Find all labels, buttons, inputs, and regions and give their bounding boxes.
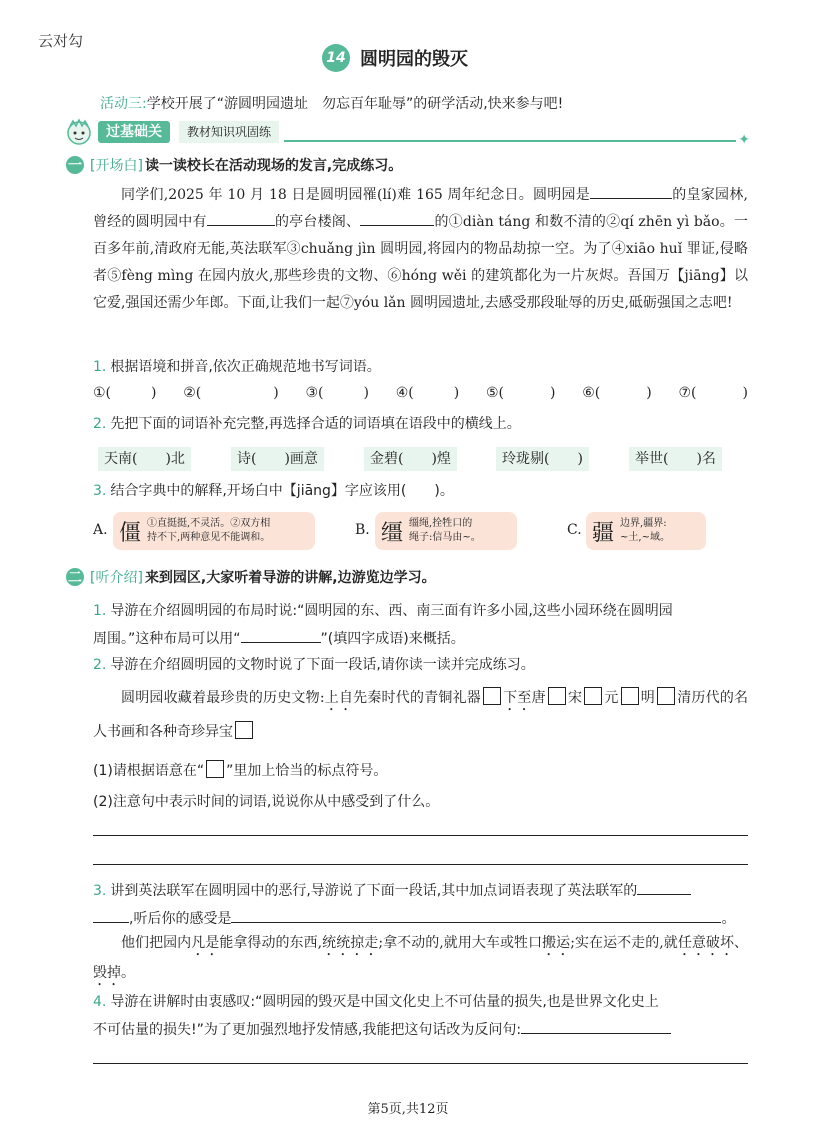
section2-heading bbox=[66, 567, 436, 587]
punct-box-example bbox=[206, 760, 224, 778]
banner-subtitle: 教材知识巩固练 bbox=[179, 121, 279, 143]
s2-question-3 bbox=[93, 877, 753, 933]
section1-heading bbox=[66, 155, 402, 175]
question-text: ,听后你的感受是 bbox=[129, 911, 232, 927]
section1-heading-text: 读一读校长在活动现场的发言,完成练习。 bbox=[144, 158, 403, 174]
s2-question-4 bbox=[93, 988, 753, 1044]
idiom-blank[interactable] bbox=[241, 642, 321, 643]
answer-slot-2[interactable]: ②( ) bbox=[183, 385, 279, 401]
s2-q2-sub1: (1)请根据语意在“ ”里加上恰当的标点符号。 bbox=[93, 760, 753, 781]
punct-box[interactable] bbox=[483, 687, 501, 705]
word-box-5[interactable]: 举世( )名 bbox=[629, 447, 722, 471]
option-a-label[interactable]: A. bbox=[93, 522, 108, 538]
passage-text: 同学们,2025 年 10 月 18 日是圆明园罹(lí)难 165 周年纪念日。圆明园是 bbox=[121, 187, 591, 203]
punct-box[interactable] bbox=[548, 687, 566, 705]
answer-blank[interactable] bbox=[93, 922, 129, 923]
answer-blank[interactable] bbox=[521, 1033, 671, 1034]
section2-number: 二 bbox=[68, 570, 82, 586]
passage-text: 的皇家园林,曾经的圆明园中有 bbox=[93, 187, 748, 230]
punct-box[interactable] bbox=[584, 687, 602, 705]
answer-slot-5[interactable]: ⑤( ) bbox=[486, 385, 556, 401]
activity-label: 活动三: bbox=[100, 96, 147, 112]
punct-box[interactable] bbox=[657, 687, 675, 705]
feeling-blank[interactable] bbox=[231, 922, 721, 923]
s2-question-2 bbox=[93, 655, 753, 675]
answer-blank[interactable] bbox=[637, 894, 691, 895]
answer-slot-4[interactable]: ④( ) bbox=[395, 385, 460, 401]
option-c-label[interactable]: C. bbox=[567, 522, 582, 538]
mascot-icon bbox=[64, 118, 94, 146]
question-text: 导游在介绍圆明园的布局时说:“圆明园的东、西、南三面有许多小园,这些小园环绕在圆明园 bbox=[110, 603, 673, 619]
option-desc: 缰绳,拴牲口的 绳子:信马由~。 bbox=[409, 518, 481, 543]
answer-slot-6[interactable]: ⑥( ) bbox=[582, 385, 652, 401]
question-text: 不可估量的损失!”为了更加强烈地抒发情感,我能把这句话改为反问句: bbox=[93, 1022, 522, 1038]
word-box-1[interactable]: 天南( )北 bbox=[98, 447, 191, 471]
star-icon: ✦ bbox=[738, 132, 750, 148]
question-number: 2. bbox=[93, 416, 107, 432]
question-number: 3. bbox=[93, 483, 107, 499]
question-text: 周围。”这种布局可以用“ bbox=[93, 631, 241, 647]
lesson-number-badge: 14 bbox=[322, 44, 350, 72]
question-number: 3. bbox=[93, 883, 107, 899]
option-b-card[interactable] bbox=[375, 512, 517, 550]
section2-tag: [听介绍] bbox=[90, 570, 143, 586]
pinyin-answer-row bbox=[93, 385, 748, 401]
option-a-card[interactable] bbox=[113, 512, 315, 550]
punct-box[interactable] bbox=[621, 687, 639, 705]
question-text: 导游在介绍圆明园的文物时说了下面一段话,请你读一读并完成练习。 bbox=[110, 657, 535, 673]
activity-line bbox=[100, 93, 563, 113]
section2-heading-text: 来到园区,大家听着导游的讲解,边游览边学习。 bbox=[144, 570, 436, 586]
answer-slot-3[interactable]: ③( ) bbox=[305, 385, 369, 401]
question-number: 1. bbox=[93, 359, 107, 375]
question-text: 结合字典中的解释,开场白中【jiāng】字应该用( )。 bbox=[110, 483, 454, 499]
option-b-label[interactable]: B. bbox=[355, 522, 370, 538]
passage-text: 的①diàn táng 和数不清的②qí zhēn yì bǎo。一百多年前,清政府无能,英法联军③chuǎng jìn 圆明园,将园内的物品劫掠一空。为了④xiāo huǐ 罪证,侵略者⑤fèng mìng 在园内放火,那些珍贵的文物、⑥hóng wěi 的建筑都化为一片灰烬。吾国万【jiāng】以它爱,强国还需少年郎。下面,让我们一起⑦yóu lǎn 圆明园遗址,去感受那段耻辱的历史,砥砺强国之志吧! bbox=[93, 214, 749, 311]
atrocity-quote: 他们把园内凡是能拿得动的东西,统统掠走;拿不动的,就用大车或牲口搬运;实在运不走的,就任意破坏、毁掉。 bbox=[93, 935, 748, 981]
question-number: 2. bbox=[93, 657, 107, 673]
brand-name: 云对勾 bbox=[38, 32, 84, 50]
answer-blank[interactable] bbox=[207, 225, 275, 226]
option-c-card[interactable] bbox=[586, 512, 706, 550]
answer-line[interactable] bbox=[93, 835, 748, 836]
passage-text: 的亭台楼阁、 bbox=[274, 214, 361, 230]
s1-question-2 bbox=[93, 414, 753, 434]
question-text: 先把下面的词语补充完整,再选择合适的词语填在语段中的横线上。 bbox=[110, 416, 521, 432]
word-box-4[interactable]: 玲珑剔( ) bbox=[496, 447, 589, 471]
option-desc: ①直挺挺,不灵活。②双方相 持不下,两种意见不能调和。 bbox=[147, 518, 271, 543]
question-text: 导游在讲解时由衷感叹:“圆明园的毁灭是中国文化史上不可估量的损失,也是世界文化史上 bbox=[110, 994, 659, 1010]
artifact-quote: 圆明园收藏着最珍贵的历史文物:上自先秦时代的青铜礼器 下至唐 宋 元 明 清历代的名人书画和各种奇珍异宝 bbox=[93, 681, 748, 749]
answer-line[interactable] bbox=[93, 1063, 748, 1064]
banner-title: 过基础关 bbox=[98, 121, 170, 143]
section1-number: 一 bbox=[68, 158, 82, 174]
page-footer: 第5页,共12页 bbox=[367, 1102, 449, 1117]
punct-box[interactable] bbox=[235, 721, 253, 739]
question-number: 1. bbox=[93, 603, 107, 619]
option-char: 僵 bbox=[119, 520, 142, 546]
lesson-title-block bbox=[322, 44, 468, 72]
s1-question-1 bbox=[93, 357, 753, 377]
question-number: 4. bbox=[93, 994, 107, 1010]
question-text: ”(填四字成语)来概括。 bbox=[320, 631, 465, 647]
s2-question-1 bbox=[93, 597, 753, 653]
banner-divider bbox=[284, 140, 736, 142]
question-text: 讲到英法联军在圆明园中的恶行,导游说了下面一段话,其中加点词语表现了英法联军的 bbox=[110, 883, 638, 899]
lesson-title: 圆明园的毁灭 bbox=[360, 49, 468, 70]
answer-line[interactable] bbox=[93, 864, 748, 865]
word-box-3[interactable]: 金碧( )煌 bbox=[364, 447, 457, 471]
section1-passage bbox=[93, 182, 748, 317]
answer-blank[interactable] bbox=[590, 198, 672, 199]
activity-text: 学校开展了“游圆明园遗址 勿忘百年耻辱”的研学活动,快来参与吧! bbox=[146, 96, 564, 112]
option-desc: 边界,疆界: ~土,~域。 bbox=[620, 518, 670, 543]
s1-question-3 bbox=[93, 481, 753, 501]
word-box-2[interactable]: 诗( )画意 bbox=[231, 447, 324, 471]
answer-slot-1[interactable]: ①( ) bbox=[93, 385, 157, 401]
s2-q2-sub2: (2)注意句中表示时间的词语,说说你从中感受到了什么。 bbox=[93, 794, 440, 810]
answer-slot-7[interactable]: ⑦( ) bbox=[678, 385, 748, 401]
answer-blank[interactable] bbox=[360, 225, 434, 226]
section1-tag: [开场白] bbox=[90, 158, 143, 174]
question-text: 。 bbox=[721, 911, 736, 927]
option-char: 疆 bbox=[592, 520, 615, 546]
question-text: 根据语境和拼音,依次正确规范地书写词语。 bbox=[110, 359, 381, 375]
option-char: 缰 bbox=[381, 520, 404, 546]
section-banner bbox=[64, 118, 750, 148]
